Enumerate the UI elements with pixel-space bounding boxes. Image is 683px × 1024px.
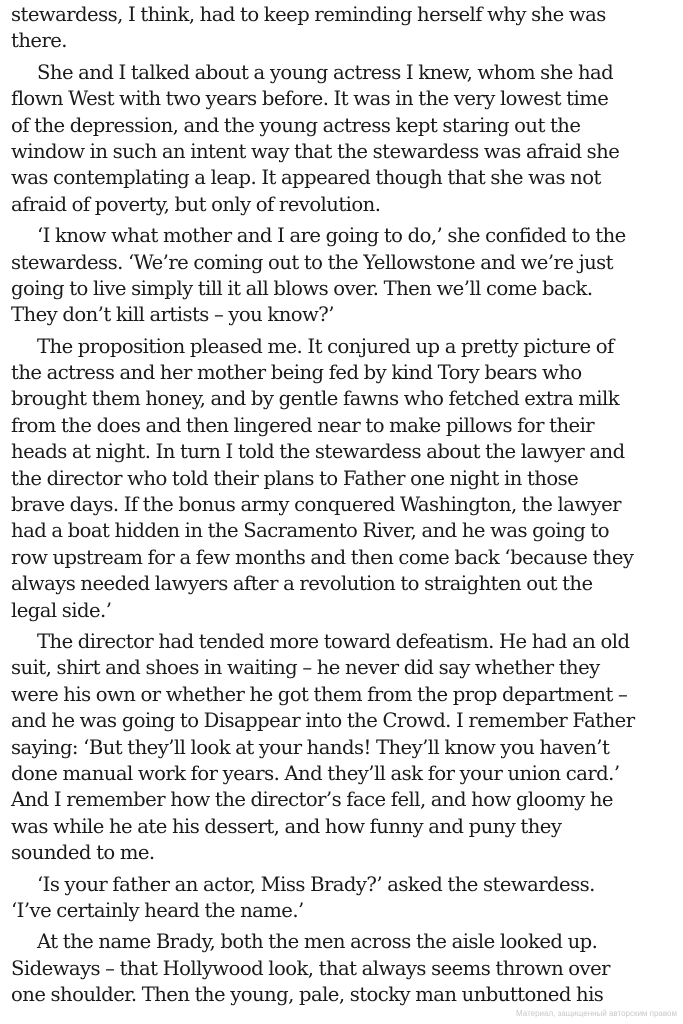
text-line: At the name Brady, both the men across the aisle looked up. bbox=[37, 930, 598, 954]
text-line: suit, shirt and shoes in waiting – he never did say whether they bbox=[11, 656, 600, 680]
text-line: and he was going to Disappear into the Crowd. I remember Father bbox=[11, 709, 635, 733]
paragraph-1 bbox=[11, 2, 675, 55]
text-line: was contemplating a leap. It appeared though that she was not bbox=[11, 166, 601, 190]
paragraph-5 bbox=[11, 629, 675, 867]
text-line: ‘I know what mother and I are going to do,’ she confided to the bbox=[37, 224, 626, 248]
text-line: brave days. If the bonus army conquered Washington, the lawyer bbox=[11, 493, 621, 517]
text-line: flown West with two years before. It was in the very lowest time bbox=[11, 87, 609, 111]
text-line: stewardess. ‘We’re coming out to the Yellowstone and we’re just bbox=[11, 250, 613, 274]
text-line: of the depression, and the young actress kept staring out the bbox=[11, 113, 581, 137]
copyright-watermark: Материал, защищенный авторским правом bbox=[516, 1009, 677, 1018]
text-line: always needed lawyers after a revolution to straighten out the bbox=[11, 572, 593, 596]
paragraph-7 bbox=[11, 929, 675, 1008]
text-line: going to live simply till it all blows over. Then we’ll come back. bbox=[11, 276, 593, 300]
text-line: window in such an intent way that the stewardess was afraid she bbox=[11, 139, 620, 163]
book-page bbox=[11, 2, 675, 1008]
text-line: sounded to me. bbox=[11, 841, 155, 865]
text-line: from the does and then lingered near to make pillows for their bbox=[11, 413, 595, 437]
text-line: the director who told their plans to Father one night in those bbox=[11, 466, 579, 490]
text-line: The proposition pleased me. It conjured up a pretty picture of bbox=[37, 334, 614, 358]
text-line: brought them honey, and by gentle fawns who fetched extra milk bbox=[11, 387, 620, 411]
text-line: She and I talked about a young actress I knew, whom she had bbox=[37, 60, 614, 84]
text-line: And I remember how the director’s face fell, and how gloomy he bbox=[11, 788, 613, 812]
text-line: row upstream for a few months and then come back ‘because they bbox=[11, 545, 634, 569]
text-line: the actress and her mother being fed by kind Tory bears who bbox=[11, 361, 582, 385]
text-line: stewardess, I think, had to keep reminding herself why she was bbox=[11, 3, 606, 26]
text-line: was while he ate his dessert, and how funny and puny they bbox=[11, 814, 562, 838]
text-line: legal side.’ bbox=[11, 598, 112, 622]
text-line: heads at night. In turn I told the stewardess about the lawyer and bbox=[11, 440, 625, 464]
paragraph-4 bbox=[11, 334, 675, 624]
text-line: ‘Is your father an actor, Miss Brady?’ asked the stewardess. bbox=[37, 872, 595, 896]
paragraph-2 bbox=[11, 60, 675, 218]
text-line: there. bbox=[11, 29, 67, 53]
text-line: one shoulder. Then the young, pale, stocky man unbuttoned his bbox=[11, 983, 604, 1007]
text-line: were his own or whether he got them from the prop department – bbox=[11, 682, 628, 706]
paragraph-3 bbox=[11, 223, 675, 329]
text-line: afraid of poverty, but only of revolution. bbox=[11, 192, 381, 216]
text-line: The director had tended more toward defeatism. He had an old bbox=[37, 629, 630, 653]
text-line: Sideways – that Hollywood look, that always seems thrown over bbox=[11, 956, 610, 980]
text-line: ‘I’ve certainly heard the name.’ bbox=[11, 898, 304, 922]
text-line: had a boat hidden in the Sacramento River, and he was going to bbox=[11, 519, 609, 543]
text-line: They don’t kill artists – you know?’ bbox=[11, 303, 334, 327]
text-line: done manual work for years. And they’ll ask for your union card.’ bbox=[11, 761, 620, 785]
paragraph-6 bbox=[11, 872, 675, 925]
text-line: saying: ‘But they’ll look at your hands! They’ll know you haven’t bbox=[11, 735, 610, 759]
